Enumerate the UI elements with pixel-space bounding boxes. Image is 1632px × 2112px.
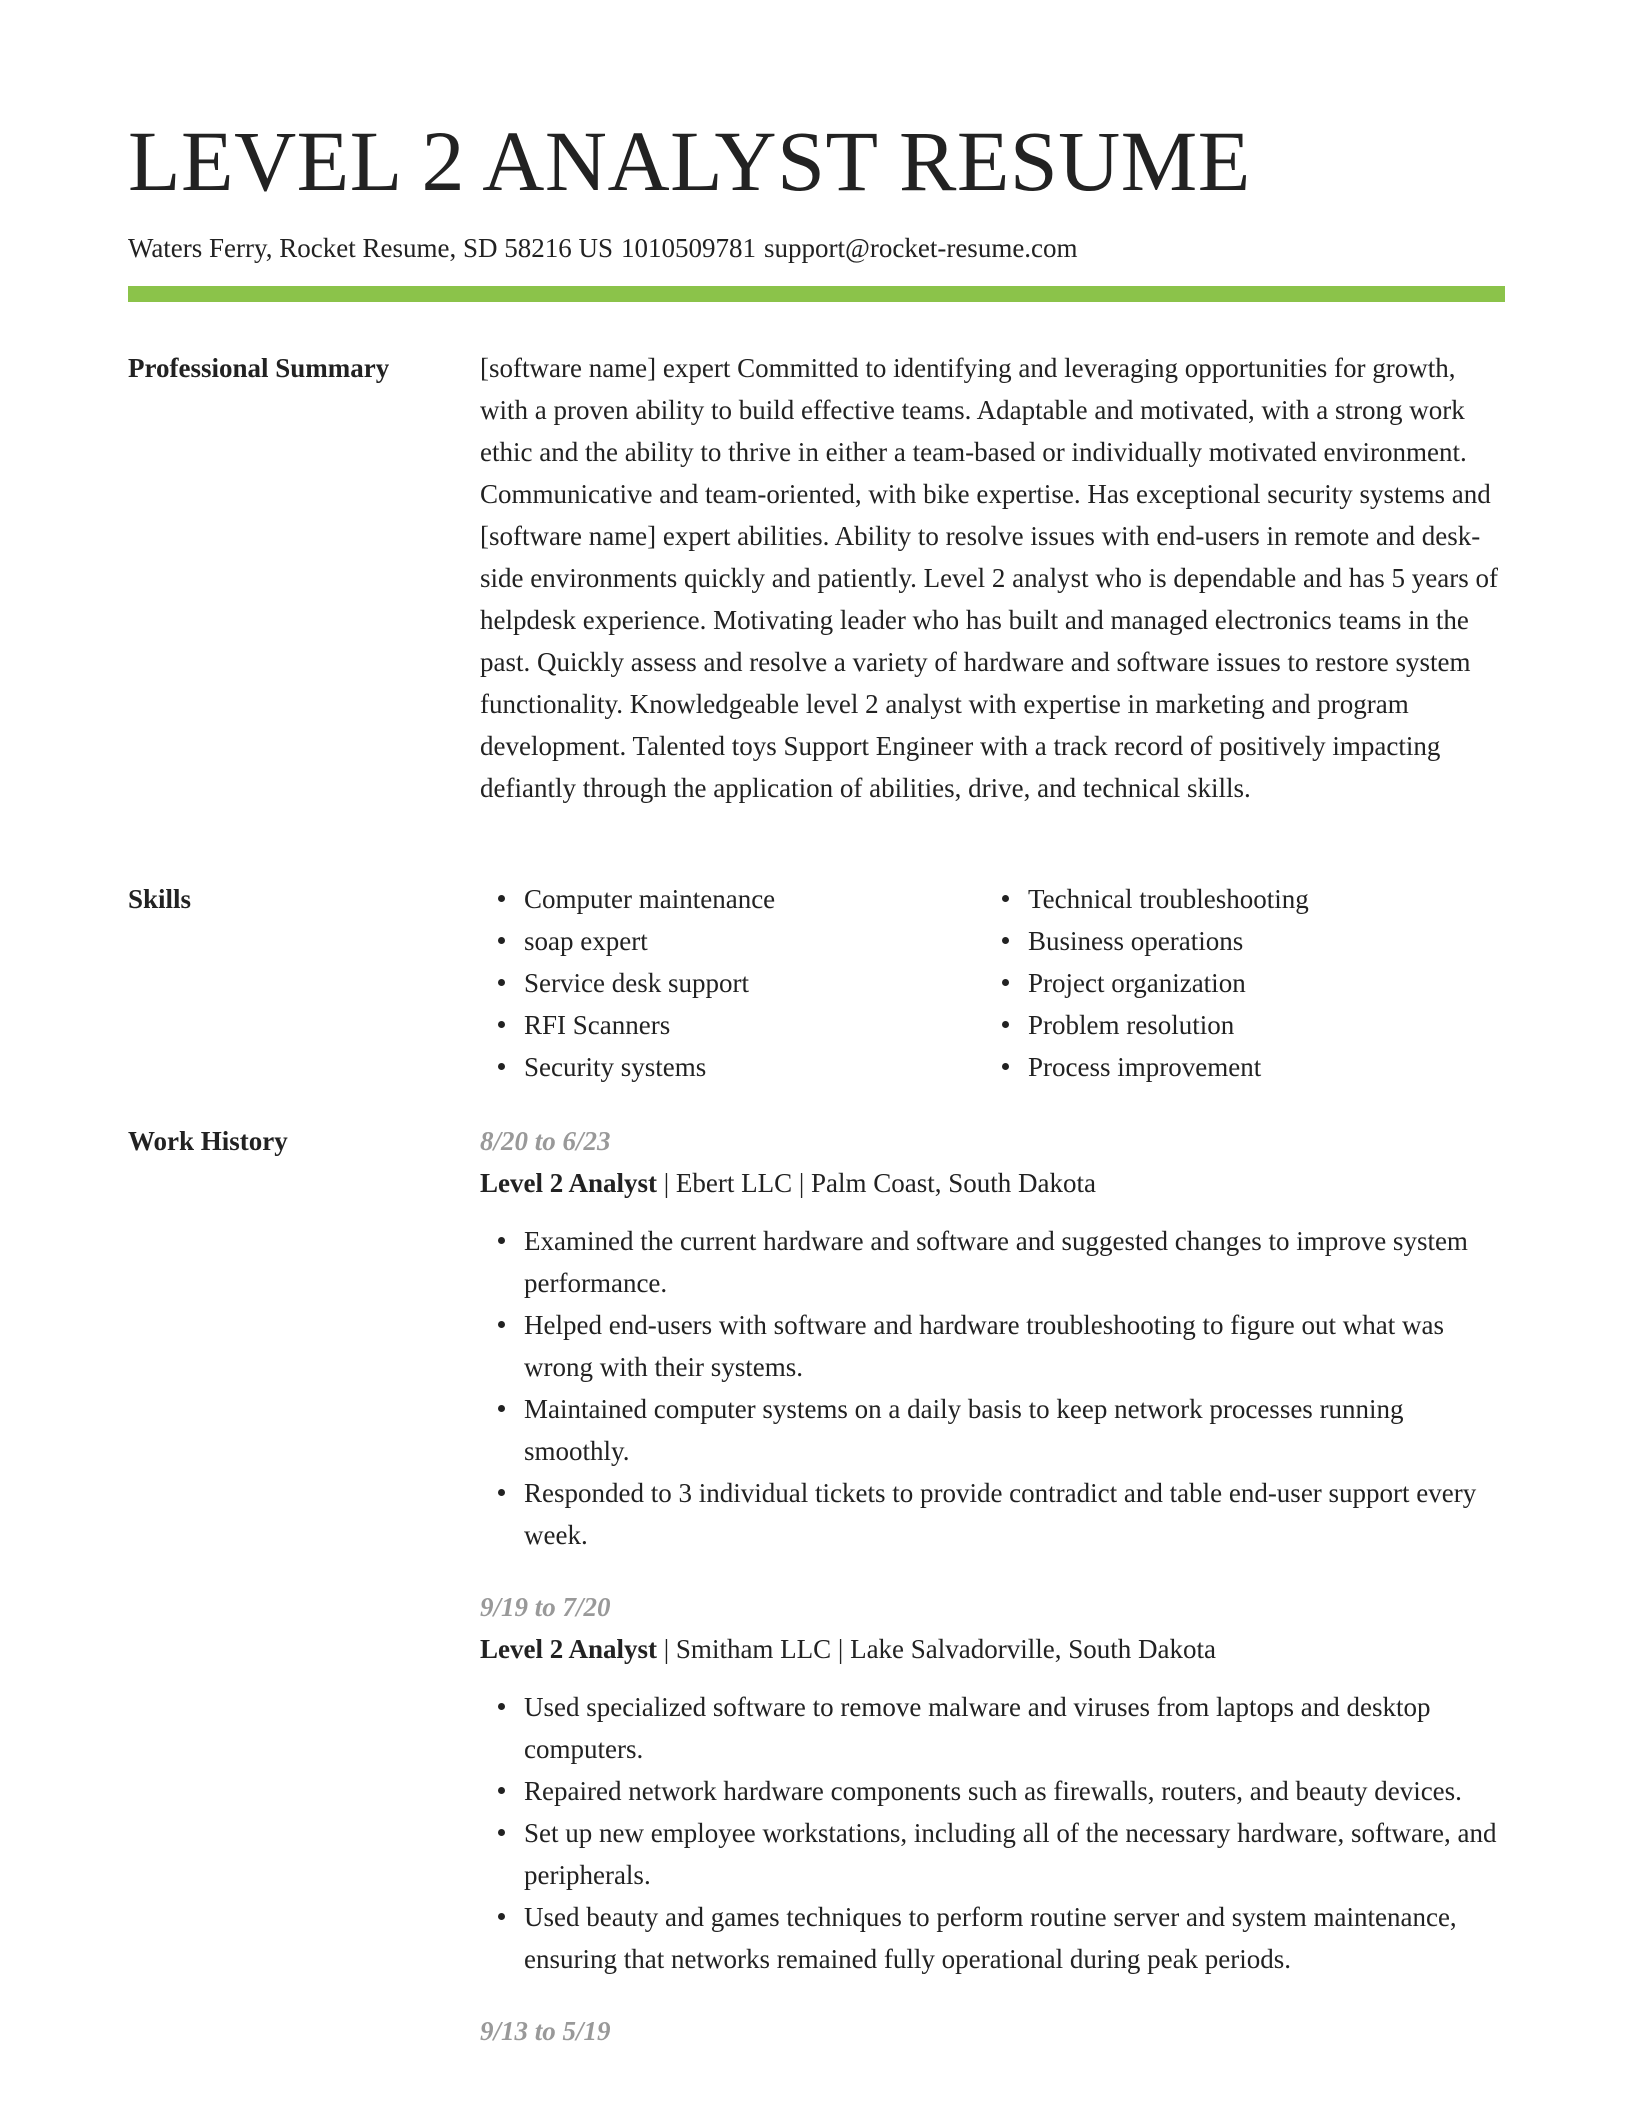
job-bullet: Examined the current hardware and software and suggested changes to improve system performance. bbox=[524, 1220, 1505, 1304]
contact-line bbox=[128, 232, 1078, 264]
job-title: Level 2 Analyst bbox=[480, 1168, 658, 1198]
job-bullet: Used beauty and games techniques to perform routine server and system maintenance, ensuring that networks remained fully operational during peak periods. bbox=[524, 1896, 1505, 1980]
skill-item: Process improvement bbox=[1028, 1046, 1488, 1088]
work-history-body bbox=[480, 1120, 1505, 2082]
skill-item: RFI Scanners bbox=[524, 1004, 984, 1046]
job-bullet: Repaired network hardware components such as firewalls, routers, and beauty devices. bbox=[524, 1770, 1505, 1812]
job-bullet: Maintained computer systems on a daily basis to keep network processes running smoothly. bbox=[524, 1388, 1505, 1472]
job-bullet: Set up new employee workstations, including all of the necessary hardware, software, and peripherals. bbox=[524, 1812, 1505, 1896]
resume-title: LEVEL 2 ANALYST RESUME bbox=[128, 113, 1251, 209]
summary-text: [software name] expert Committed to identifying and leveraging opportunities for growth, with a proven ability to build effective teams. Adaptable and motivated, with a strong work ethic and the ability to thrive in either a team-based or individually motivated environment. Communicative and team-oriented, with bike expertise. Has exceptional security systems and [software name] expert abilities. Ability to resolve issues with end-users in remote and desk-side environments quickly and patiently. Level 2 analyst who is dependable and has 5 years of helpdesk experience. Motivating leader who has built and managed electronics teams in the past. Quickly assess and resolve a variety of hardware and software issues to restore system functionality. Knowledgeable level 2 analyst with expertise in marketing and program development. Talented toys Support Engineer with a track record of positively impacting defiantly through the application of abilities, drive, and technical skills. bbox=[480, 353, 1498, 803]
skills-columns bbox=[480, 878, 1505, 1088]
job-dates: 9/19 to 7/20 bbox=[480, 1592, 611, 1622]
skills-list-right bbox=[984, 878, 1488, 1088]
skill-item: Service desk support bbox=[524, 962, 984, 1004]
job-heading bbox=[480, 1162, 1505, 1204]
job-bullet: Responded to 3 individual tickets to provide contradict and table end-user support every week. bbox=[524, 1472, 1505, 1556]
summary-label: Professional Summary bbox=[128, 353, 390, 383]
job-bullet: Helped end-users with software and hardware troubleshooting to figure out what was wrong with their systems. bbox=[524, 1304, 1505, 1388]
header-divider bbox=[128, 286, 1505, 302]
summary-body bbox=[480, 347, 1505, 809]
skill-item: soap expert bbox=[524, 920, 984, 962]
job-bullet: Used specialized software to remove malware and viruses from laptops and desktop computers. bbox=[524, 1686, 1505, 1770]
skills-list-left bbox=[480, 878, 984, 1088]
contact-address: Waters Ferry, Rocket Resume, SD 58216 US bbox=[128, 233, 614, 263]
job-entry bbox=[480, 1586, 1505, 1980]
job-bullets bbox=[480, 1220, 1505, 1556]
skill-item: Computer maintenance bbox=[524, 878, 984, 920]
job-dates: 8/20 to 6/23 bbox=[480, 1126, 611, 1156]
job-details: | Smitham LLC | Lake Salvadorville, South Dakota bbox=[657, 1634, 1216, 1664]
job-entry bbox=[480, 2010, 1505, 2052]
skill-item: Business operations bbox=[1028, 920, 1488, 962]
skills-label: Skills bbox=[128, 884, 192, 914]
contact-phone: 1010509781 bbox=[621, 233, 757, 263]
skills-body bbox=[480, 878, 1505, 1088]
job-bullets bbox=[480, 1686, 1505, 1980]
skill-item: Technical troubleshooting bbox=[1028, 878, 1488, 920]
job-dates: 9/13 to 5/19 bbox=[480, 2016, 611, 2046]
job-title: Level 2 Analyst bbox=[480, 1634, 658, 1664]
work-history-label: Work History bbox=[128, 1126, 288, 1156]
job-details: | Ebert LLC | Palm Coast, South Dakota bbox=[657, 1168, 1097, 1198]
skill-item: Security systems bbox=[524, 1046, 984, 1088]
job-heading bbox=[480, 1628, 1505, 1670]
job-entry bbox=[480, 1120, 1505, 1556]
skill-item: Problem resolution bbox=[1028, 1004, 1488, 1046]
skill-item: Project organization bbox=[1028, 962, 1488, 1004]
contact-email: support@rocket-resume.com bbox=[764, 233, 1078, 263]
